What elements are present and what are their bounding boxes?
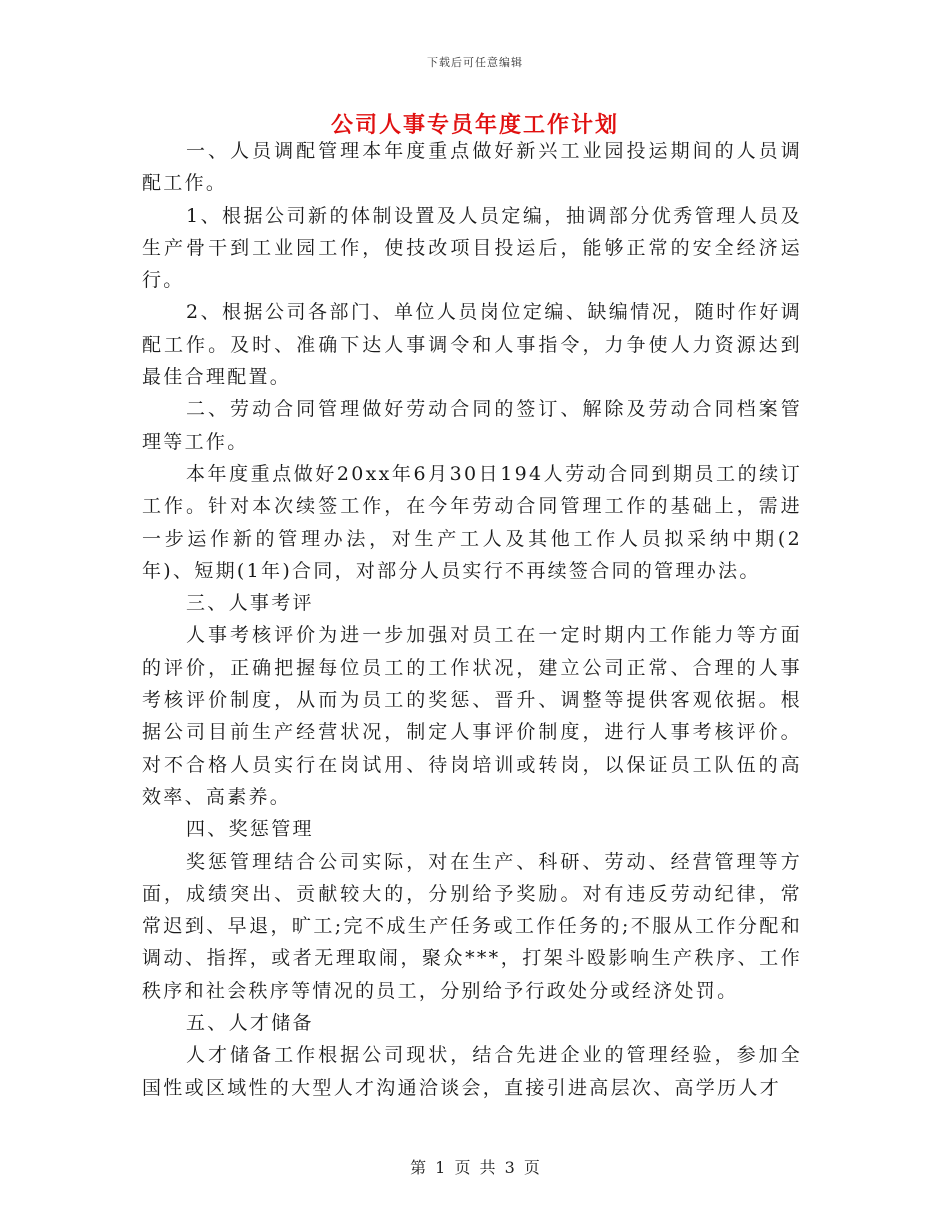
section-heading-rewards: 四、奖惩管理 — [186, 818, 314, 841]
document-body — [142, 135, 802, 1104]
paragraph-staffing-item-2: 2、根据公司各部门、单位人员岗位定编、缺编情况，随时作好调配工作。及时、准确下达人事调令和人事指令，力争使人力资源达到最佳合理配置。 — [142, 301, 802, 389]
section-heading-talent-reserve: 五、人才储备 — [186, 1012, 314, 1035]
section-heading-staffing: 一、人员调配管理本年度重点做好新兴工业园投运期间的人员调配工作。 — [142, 140, 802, 195]
page-footer: 第 1 页 共 3 页 — [410, 1158, 540, 1177]
paragraph-labor-contract: 本年度重点做好20xx年6月30日194人劳动合同到期员工的续订工作。针对本次续签工作，在今年劳动合同管理工作的基础上，需进一步运作新的管理办法，对生产工人及其他工作人员拟采纳中期(2年)、短期(1年)合同，对部分人员实行不再续签合同的管理办法。 — [142, 462, 802, 582]
section-heading-evaluation: 三、人事考评 — [186, 592, 314, 615]
paragraph-staffing-item-1: 1、根据公司新的体制设置及人员定编，抽调部分优秀管理人员及生产骨干到工业园工作，使技改项目投运后，能够正常的安全经济运行。 — [142, 204, 802, 292]
section-heading-labor-contract: 二、劳动合同管理做好劳动合同的签订、解除及劳动合同档案管理等工作。 — [142, 398, 802, 453]
header-note: 下载后可任意编辑 — [427, 56, 523, 69]
paragraph-rewards: 奖惩管理结合公司实际，对在生产、科研、劳动、经营管理等方面，成绩突出、贡献较大的，分别给予奖励。对有违反劳动纪律，常常迟到、早退，旷工;完不成生产任务或工作任务的;不服从工作分配和调动、指挥，或者无理取闹，聚众***，打架斗殴影响生产秩序、工作秩序和社会秩序等情况的员工，分别给予行政处分或经济处罚。 — [142, 850, 802, 1002]
paragraph-evaluation: 人事考核评价为进一步加强对员工在一定时期内工作能力等方面的评价，正确把握每位员工的工作状况，建立公司正常、合理的人事考核评价制度，从而为员工的奖惩、晋升、调整等提供客观依据。根据公司目前生产经营状况，制定人事评价制度，进行人事考核评价。对不合格人员实行在岗试用、待岗培训或转岗，以保证员工队伍的高效率、高素养。 — [142, 624, 802, 808]
paragraph-talent-reserve: 人才储备工作根据公司现状，结合先进企业的管理经验，参加全国性或区域性的大型人才沟通洽谈会，直接引进高层次、高学历人才 — [142, 1044, 802, 1099]
document-title: 公司人事专员年度工作计划 — [330, 112, 619, 138]
